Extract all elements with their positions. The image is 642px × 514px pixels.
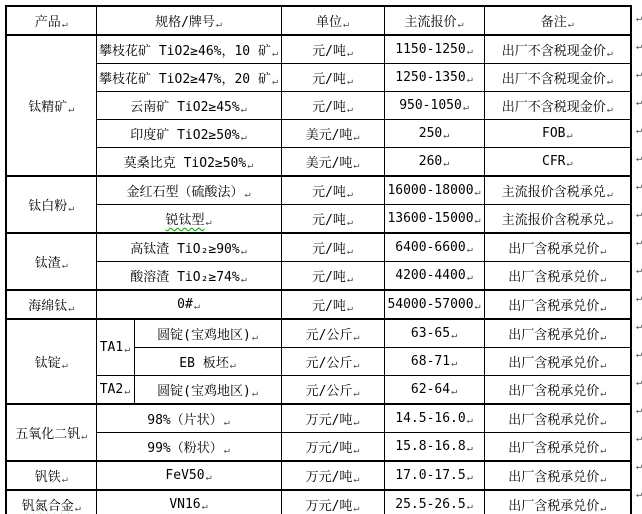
cell-product <box>6 319 96 404</box>
cell-price-text: 17.0-17.5 <box>395 468 466 483</box>
cell-product <box>6 233 96 290</box>
paragraph-mark-icon: ↵ <box>61 360 68 371</box>
end-of-row-mark-icon: ↵ <box>636 461 642 472</box>
paragraph-mark-icon: ↵ <box>606 189 613 200</box>
cell-spec <box>96 490 281 514</box>
paragraph-mark-icon: ↵ <box>600 274 607 285</box>
cell-unit-text: 万元/吨 <box>305 470 353 485</box>
cell-spec <box>134 348 281 376</box>
end-of-row-mark-icon: ↵ <box>636 377 642 388</box>
cell-unit <box>281 35 384 64</box>
cell-price-text: 54000-57000 <box>387 297 474 312</box>
table-row <box>6 148 631 177</box>
paragraph-mark-icon: ↵ <box>566 158 573 169</box>
cell-note <box>484 205 631 234</box>
header-unit-text: 单位 <box>315 15 342 30</box>
end-of-row-mark-icon: ↵ <box>636 433 642 444</box>
cell-spec <box>96 290 281 319</box>
cell-unit-text: 元/公斤 <box>305 328 353 343</box>
paragraph-mark-icon: ↵ <box>606 76 613 87</box>
cell-product-text: 钛精矿 <box>28 100 68 115</box>
paragraph-mark-icon: ↵ <box>61 474 68 485</box>
paragraph-mark-icon: ↵ <box>343 19 350 30</box>
end-of-row-mark-icon: ↵ <box>636 237 642 248</box>
cell-product-text: 钛锭 <box>34 356 61 371</box>
cell-note-text: FOB <box>542 126 566 141</box>
cell-note <box>484 290 631 319</box>
end-of-row-mark-icon: ↵ <box>636 125 642 136</box>
cell-unit-text: 元/吨 <box>312 44 346 59</box>
end-of-row-marks <box>636 5 642 509</box>
cell-note <box>484 120 631 148</box>
cell-spec-text: 圆锭(宝鸡地区) <box>157 384 251 399</box>
paragraph-mark-icon: ↵ <box>215 19 222 30</box>
header-price-text: 主流报价 <box>404 15 457 30</box>
cell-note-text: 主流报价含税承兑 <box>501 213 606 228</box>
cell-spec-text: 金红石型（硫酸法） <box>126 185 244 200</box>
paragraph-mark-icon: ↵ <box>240 246 247 257</box>
cell-note <box>484 64 631 92</box>
paragraph-mark-icon: ↵ <box>81 431 88 442</box>
table-row <box>6 92 631 120</box>
cell-note-text: 出厂不含税现金价 <box>501 44 606 59</box>
paragraph-mark-icon: ↵ <box>606 217 613 228</box>
cell-spec-text: 印度矿 TiO2≥50% <box>130 128 240 143</box>
paragraph-mark-icon: ↵ <box>68 203 75 214</box>
table-row <box>6 490 631 514</box>
cell-price <box>384 348 484 376</box>
cell-price <box>384 148 484 177</box>
paragraph-mark-icon: ↵ <box>346 104 353 115</box>
cell-spec <box>96 64 281 92</box>
cell-note-text: 出厂含税承兑价 <box>508 270 600 285</box>
end-of-row-mark-icon: ↵ <box>636 13 642 24</box>
cell-grade <box>96 376 134 405</box>
cell-unit-text: 元/吨 <box>312 72 346 87</box>
paragraph-mark-icon: ↵ <box>600 303 607 314</box>
cell-product <box>6 290 96 319</box>
cell-price-text: 1250-1350 <box>395 70 466 85</box>
end-of-row-mark-icon: ↵ <box>636 321 642 332</box>
paragraph-mark-icon: ↵ <box>61 19 68 30</box>
end-of-row-mark-icon: ↵ <box>636 489 642 500</box>
paragraph-mark-icon: ↵ <box>353 388 360 399</box>
paragraph-mark-icon: ↵ <box>451 358 458 369</box>
end-of-row-mark-icon: ↵ <box>636 209 642 220</box>
cell-price-text: 16000-18000 <box>387 183 474 198</box>
header-note <box>484 6 631 35</box>
cell-spec-text: 圆锭(宝鸡地区) <box>157 328 251 343</box>
paragraph-mark-icon: ↵ <box>600 246 607 257</box>
paragraph-mark-icon: ↵ <box>457 19 464 30</box>
cell-unit <box>281 348 384 376</box>
paragraph-mark-icon: ↵ <box>600 417 607 428</box>
cell-spec <box>96 404 281 433</box>
cell-product <box>6 404 96 461</box>
paragraph-mark-icon: ↵ <box>353 445 360 456</box>
cell-spec-text: FeV50 <box>165 468 205 483</box>
cell-unit-text: 元/吨 <box>312 213 346 228</box>
cell-note <box>484 35 631 64</box>
cell-price <box>384 176 484 205</box>
paragraph-mark-icon: ↵ <box>466 472 473 483</box>
cell-unit-text: 元/吨 <box>312 299 346 314</box>
cell-spec <box>134 319 281 348</box>
paragraph-mark-icon: ↵ <box>567 19 574 30</box>
cell-unit-text: 元/吨 <box>312 242 346 257</box>
cell-spec-text: 酸溶渣 TiO₂≥74% <box>130 270 240 285</box>
cell-unit <box>281 376 384 405</box>
table-row <box>6 233 631 262</box>
cell-product-text: 钛渣 <box>34 256 61 271</box>
table-row <box>6 376 631 405</box>
paragraph-mark-icon: ↵ <box>353 474 360 485</box>
cell-spec-text: 云南矿 TiO2≥45% <box>130 100 240 115</box>
cell-product-text: 钛白粉 <box>28 199 68 214</box>
cell-unit <box>281 92 384 120</box>
cell-price-text: 250 <box>418 126 443 141</box>
paragraph-mark-icon: ↵ <box>346 303 353 314</box>
paragraph-mark-icon: ↵ <box>346 217 353 228</box>
cell-product-text: 钒铁 <box>34 470 61 485</box>
paragraph-mark-icon: ↵ <box>353 417 360 428</box>
cell-product <box>6 35 96 176</box>
header-row <box>6 6 631 35</box>
table-row <box>6 404 631 433</box>
cell-spec <box>96 262 281 291</box>
cell-note <box>484 148 631 177</box>
cell-unit <box>281 148 384 177</box>
cell-note-text: 出厂含税承兑价 <box>508 242 600 257</box>
paragraph-mark-icon: ↵ <box>251 388 258 399</box>
paragraph-mark-icon: ↵ <box>474 215 481 226</box>
cell-grade-text: TA1 <box>99 340 124 355</box>
paragraph-mark-icon: ↵ <box>466 272 473 283</box>
cell-spec-text: 高钛渣 TiO₂≥90% <box>130 242 240 257</box>
cell-unit <box>281 461 384 490</box>
paragraph-mark-icon: ↵ <box>247 160 254 171</box>
paragraph-mark-icon: ↵ <box>229 360 236 371</box>
header-price <box>384 6 484 35</box>
paragraph-mark-icon: ↵ <box>205 472 212 483</box>
cell-price <box>384 120 484 148</box>
cell-spec-text: 攀枝花矿 TiO2≥47%，20 矿 <box>99 72 271 87</box>
cell-note <box>484 319 631 348</box>
cell-unit <box>281 490 384 514</box>
end-of-row-mark-icon: ↵ <box>636 153 642 164</box>
paragraph-mark-icon: ↵ <box>68 104 75 115</box>
end-of-row-mark-icon: ↵ <box>636 265 642 276</box>
paragraph-mark-icon: ↵ <box>74 503 81 514</box>
cell-spec <box>96 148 281 177</box>
cell-price-text: 62-64 <box>410 382 451 397</box>
table-row <box>6 290 631 319</box>
cell-spec <box>96 176 281 205</box>
table-row <box>6 64 631 92</box>
cell-unit <box>281 64 384 92</box>
table-row <box>6 120 631 148</box>
paragraph-mark-icon: ↵ <box>271 76 278 87</box>
paragraph-mark-icon: ↵ <box>600 360 607 371</box>
paragraph-mark-icon: ↵ <box>600 388 607 399</box>
table-row <box>6 262 631 291</box>
cell-unit-text: 万元/吨 <box>305 413 353 428</box>
cell-price <box>384 290 484 319</box>
paragraph-mark-icon: ↵ <box>240 274 247 285</box>
cell-spec-text: 攀枝花矿 TiO2≥46%，10 矿 <box>99 44 271 59</box>
paragraph-mark-icon: ↵ <box>466 501 473 512</box>
paragraph-mark-icon: ↵ <box>466 244 473 255</box>
cell-spec-text: EB 板坯 <box>179 356 229 371</box>
end-of-row-mark-icon: ↵ <box>636 293 642 304</box>
header-product-text: 产品 <box>34 15 61 30</box>
end-of-row-mark-icon: ↵ <box>636 97 642 108</box>
cell-unit <box>281 319 384 348</box>
table-row <box>6 205 631 234</box>
paragraph-mark-icon: ↵ <box>201 501 208 512</box>
cell-unit <box>281 205 384 234</box>
end-of-row-mark-icon: ↵ <box>636 69 642 80</box>
paragraph-mark-icon: ↵ <box>124 344 131 355</box>
paragraph-mark-icon: ↵ <box>244 189 251 200</box>
cell-spec <box>96 92 281 120</box>
end-of-row-mark-icon: ↵ <box>636 181 642 192</box>
cell-price-text: 260 <box>418 154 443 169</box>
paragraph-mark-icon: ↵ <box>193 301 200 312</box>
cell-unit <box>281 233 384 262</box>
cell-spec <box>96 433 281 462</box>
cell-product <box>6 176 96 233</box>
cell-unit <box>281 404 384 433</box>
cell-price <box>384 319 484 348</box>
paragraph-mark-icon: ↵ <box>474 187 481 198</box>
cell-spec-text: 锐钛型 <box>165 213 205 228</box>
cell-price <box>384 262 484 291</box>
paragraph-mark-icon: ↵ <box>240 104 247 115</box>
paragraph-mark-icon: ↵ <box>443 130 450 141</box>
cell-note-text: 出厂含税承兑价 <box>508 441 600 456</box>
paragraph-mark-icon: ↵ <box>346 48 353 59</box>
paragraph-mark-icon: ↵ <box>566 130 573 141</box>
header-note-text: 备注 <box>540 15 567 30</box>
cell-note-text: 出厂不含税现金价 <box>501 100 606 115</box>
cell-price <box>384 461 484 490</box>
cell-unit <box>281 176 384 205</box>
cell-note-text: 出厂含税承兑价 <box>508 299 600 314</box>
table-row <box>6 319 631 348</box>
cell-grade <box>96 319 134 376</box>
paragraph-mark-icon: ↵ <box>353 132 360 143</box>
cell-note-text: 出厂不含税现金价 <box>501 72 606 87</box>
cell-unit-text: 万元/吨 <box>305 441 353 456</box>
paragraph-mark-icon: ↵ <box>223 417 230 428</box>
cell-spec-text: VN16 <box>169 497 201 512</box>
paragraph-mark-icon: ↵ <box>346 189 353 200</box>
table-row <box>6 461 631 490</box>
price-table <box>5 5 632 514</box>
table-row <box>6 176 631 205</box>
cell-unit-text: 元/公斤 <box>305 356 353 371</box>
paragraph-mark-icon: ↵ <box>251 332 258 343</box>
cell-spec-text: 莫桑比克 TiO2≥50% <box>123 156 247 171</box>
cell-price-text: 63-65 <box>410 326 451 341</box>
cell-note <box>484 404 631 433</box>
cell-note-text: CFR <box>542 154 566 169</box>
paragraph-mark-icon: ↵ <box>466 46 473 57</box>
cell-unit-text: 元/公斤 <box>305 384 353 399</box>
cell-price <box>384 233 484 262</box>
paragraph-mark-icon: ↵ <box>466 74 473 85</box>
paragraph-mark-icon: ↵ <box>271 48 278 59</box>
paragraph-mark-icon: ↵ <box>466 415 473 426</box>
paragraph-mark-icon: ↵ <box>61 260 68 271</box>
cell-note <box>484 490 631 514</box>
header-spec <box>96 6 281 35</box>
paragraph-mark-icon: ↵ <box>223 445 230 456</box>
cell-note <box>484 348 631 376</box>
cell-note-text: 出厂含税承兑价 <box>508 356 600 371</box>
cell-price <box>384 64 484 92</box>
paragraph-mark-icon: ↵ <box>124 386 131 397</box>
cell-spec-text: 99%（粉状） <box>147 441 223 456</box>
cell-product-text: 钒氮合金 <box>21 499 74 514</box>
cell-unit-text: 元/吨 <box>312 100 346 115</box>
paragraph-mark-icon: ↵ <box>606 48 613 59</box>
cell-note <box>484 92 631 120</box>
paragraph-mark-icon: ↵ <box>600 474 607 485</box>
cell-price <box>384 490 484 514</box>
cell-unit-text: 元/吨 <box>312 185 346 200</box>
end-of-row-mark-icon: ↵ <box>636 349 642 360</box>
cell-note <box>484 433 631 462</box>
cell-product-text: 五氧化二钒 <box>15 427 81 442</box>
cell-spec <box>96 120 281 148</box>
end-of-row-mark-icon: ↵ <box>636 41 642 52</box>
cell-price-text: 15.8-16.8 <box>395 439 466 454</box>
paragraph-mark-icon: ↵ <box>68 303 75 314</box>
paragraph-mark-icon: ↵ <box>466 443 473 454</box>
header-spec-text: 规格/牌号 <box>155 15 215 30</box>
paragraph-mark-icon: ↵ <box>600 332 607 343</box>
cell-unit-text: 美元/吨 <box>305 128 353 143</box>
cell-note <box>484 461 631 490</box>
cell-unit <box>281 262 384 291</box>
paragraph-mark-icon: ↵ <box>346 274 353 285</box>
cell-note <box>484 376 631 405</box>
cell-price <box>384 404 484 433</box>
header-product <box>6 6 96 35</box>
cell-product <box>6 461 96 490</box>
cell-price-text: 68-71 <box>410 354 451 369</box>
cell-price-text: 1150-1250 <box>395 42 466 57</box>
paragraph-mark-icon: ↵ <box>606 104 613 115</box>
table-row <box>6 35 631 64</box>
cell-price <box>384 205 484 234</box>
paragraph-mark-icon: ↵ <box>353 160 360 171</box>
cell-price-text: 950-1050 <box>399 98 462 113</box>
cell-unit-text: 元/吨 <box>312 270 346 285</box>
paragraph-mark-icon: ↵ <box>443 158 450 169</box>
cell-spec <box>96 35 281 64</box>
paragraph-mark-icon: ↵ <box>346 246 353 257</box>
cell-unit <box>281 120 384 148</box>
cell-price-text: 13600-15000 <box>387 211 474 226</box>
paragraph-mark-icon: ↵ <box>462 102 469 113</box>
cell-unit-text: 万元/吨 <box>305 499 353 514</box>
cell-spec <box>96 233 281 262</box>
cell-note <box>484 233 631 262</box>
cell-note-text: 出厂含税承兑价 <box>508 413 600 428</box>
cell-spec-text: 0# <box>177 297 193 312</box>
cell-note <box>484 176 631 205</box>
cell-price <box>384 433 484 462</box>
cell-note-text: 出厂含税承兑价 <box>508 499 600 514</box>
cell-note <box>484 262 631 291</box>
cell-grade-text: TA2 <box>99 382 124 397</box>
paragraph-mark-icon: ↵ <box>353 360 360 371</box>
cell-note-text: 出厂含税承兑价 <box>508 328 600 343</box>
paragraph-mark-icon: ↵ <box>240 132 247 143</box>
cell-spec-text: 98%（片状） <box>147 413 223 428</box>
cell-price <box>384 92 484 120</box>
cell-price-text: 14.5-16.0 <box>395 411 466 426</box>
cell-unit <box>281 290 384 319</box>
cell-note-text: 主流报价含税承兑 <box>501 185 606 200</box>
cell-product <box>6 490 96 514</box>
cell-spec <box>134 376 281 405</box>
cell-note-text: 出厂含税承兑价 <box>508 470 600 485</box>
cell-price <box>384 376 484 405</box>
paragraph-mark-icon: ↵ <box>205 217 212 228</box>
cell-product-text: 海绵钛 <box>28 299 68 314</box>
end-of-row-mark-icon: ↵ <box>636 405 642 416</box>
cell-spec <box>96 205 281 234</box>
table-row <box>6 433 631 462</box>
paragraph-mark-icon: ↵ <box>600 445 607 456</box>
paragraph-mark-icon: ↵ <box>346 76 353 87</box>
paragraph-mark-icon: ↵ <box>600 503 607 514</box>
paragraph-mark-icon: ↵ <box>451 330 458 341</box>
paragraph-mark-icon: ↵ <box>353 332 360 343</box>
cell-note-text: 出厂含税承兑价 <box>508 384 600 399</box>
cell-unit-text: 美元/吨 <box>305 156 353 171</box>
paragraph-mark-icon: ↵ <box>451 386 458 397</box>
cell-unit <box>281 433 384 462</box>
header-unit <box>281 6 384 35</box>
cell-spec <box>96 461 281 490</box>
cell-price-text: 6400-6600 <box>395 240 466 255</box>
paragraph-mark-icon: ↵ <box>474 301 481 312</box>
cell-price-text: 4200-4400 <box>395 268 466 283</box>
cell-price-text: 25.5-26.5 <box>395 497 466 512</box>
cell-price <box>384 35 484 64</box>
paragraph-mark-icon: ↵ <box>353 503 360 514</box>
